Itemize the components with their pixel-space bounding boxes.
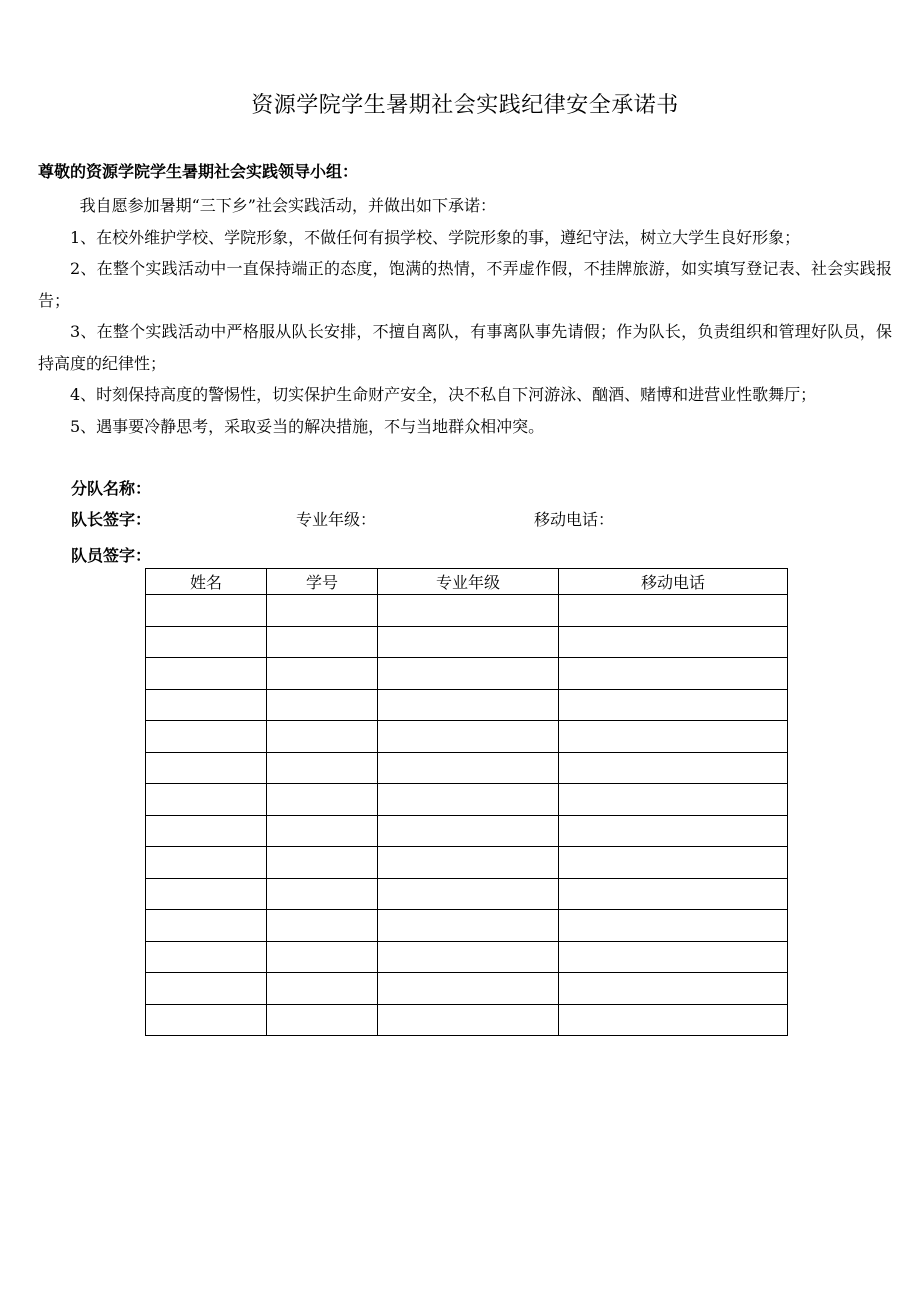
cell-student-id [267,910,378,942]
cell-major-grade [378,941,559,973]
cell-name [146,973,267,1005]
table-header-row [146,569,788,595]
cell-major-grade [378,910,559,942]
member-signature-label: 队员签字： [71,546,152,565]
table-row [146,658,788,690]
commitment-item-3: 3、在整个实践活动中严格服从队长安排，不擅自离队，有事离队事先请假；作为队长，负责组织和管理好队员，保持高度的纪律性； [38,322,892,373]
cell-student-id [267,878,378,910]
cell-major-grade [378,784,559,816]
cell-name [146,689,267,721]
cell-name [146,784,267,816]
member-signature-field [71,544,151,568]
cell-major-grade [378,878,559,910]
cell-name [146,941,267,973]
cell-student-id [267,626,378,658]
cell-mobile [559,941,788,973]
commitment-item-1: 1、在校外维护学校、学院形象，不做任何有损学校、学院形象的事，遵纪守法，树立大学生良好形象； [70,227,801,247]
table-row [146,815,788,847]
mobile-field: 移动电话： [534,510,615,529]
table-row [146,752,788,784]
cell-major-grade [378,815,559,847]
cell-mobile [559,910,788,942]
table-row [146,689,788,721]
intro-paragraph: 我自愿参加暑期“三下乡”社会实践活动，并做出如下承诺： [79,196,496,215]
cell-major-grade [378,752,559,784]
cell-student-id [267,721,378,753]
cell-major-grade [378,721,559,753]
cell-student-id [267,847,378,879]
cell-name [146,910,267,942]
cell-major-grade [378,658,559,690]
cell-student-id [267,752,378,784]
member-rows [146,595,788,1036]
captain-signature-field [71,508,151,532]
document-title: 资源学院学生暑期社会实践纪律安全承诺书 [251,93,679,118]
member-signature-table [145,568,788,1036]
team-name-field [71,477,151,501]
header-student-id: 学号 [267,569,378,595]
cell-name [146,847,267,879]
header-mobile: 移动电话 [559,569,788,595]
cell-student-id [267,1004,378,1036]
cell-name [146,878,267,910]
table-row [146,847,788,879]
table-row [146,721,788,753]
commitment-item-2: 2、在整个实践活动中一直保持端正的态度，饱满的热情，不弄虚作假，不挂牌旅游，如实填写登记表、社会实践报告； [38,259,892,310]
table-row [146,784,788,816]
cell-mobile [559,689,788,721]
cell-mobile [559,721,788,753]
table-row [146,595,788,627]
cell-name [146,815,267,847]
cell-mobile [559,658,788,690]
cell-student-id [267,689,378,721]
cell-name [146,626,267,658]
cell-mobile [559,626,788,658]
table-row [146,941,788,973]
cell-mobile [559,595,788,627]
cell-name [146,1004,267,1036]
cell-student-id [267,941,378,973]
cell-major-grade [378,626,559,658]
table-row [146,626,788,658]
captain-signature-label: 队长签字： [71,510,152,529]
cell-name [146,721,267,753]
cell-student-id [267,973,378,1005]
commitment-item-4: 4、时刻保持高度的警惕性，切实保护生命财产安全，决不私自下河游泳、酗酒、赌博和进营业性歌舞厅； [70,385,817,404]
commitment-body [38,190,892,442]
cell-major-grade [378,1004,559,1036]
salutation: 尊敬的资源学院学生暑期社会实践领导小组： [38,162,359,181]
cell-major-grade [378,847,559,879]
cell-mobile [559,815,788,847]
cell-mobile [559,752,788,784]
cell-mobile [559,973,788,1005]
cell-student-id [267,658,378,690]
cell-student-id [267,595,378,627]
cell-major-grade [378,595,559,627]
cell-mobile [559,1004,788,1036]
cell-mobile [559,784,788,816]
table-row [146,1004,788,1036]
header-name: 姓名 [146,569,267,595]
table-row [146,910,788,942]
cell-mobile [559,878,788,910]
table-row [146,973,788,1005]
team-name-label: 分队名称： [71,479,152,498]
cell-name [146,595,267,627]
commitment-item-5: 5、遇事要冷静思考，采取妥当的解决措施，不与当地群众相冲突。 [70,416,545,436]
table-row [146,878,788,910]
cell-student-id [267,815,378,847]
cell-major-grade [378,689,559,721]
cell-name [146,752,267,784]
cell-mobile [559,847,788,879]
cell-major-grade [378,973,559,1005]
cell-name [146,658,267,690]
cell-student-id [267,784,378,816]
header-major-grade: 专业年级 [378,569,559,595]
major-grade-field: 专业年级： [296,510,377,529]
